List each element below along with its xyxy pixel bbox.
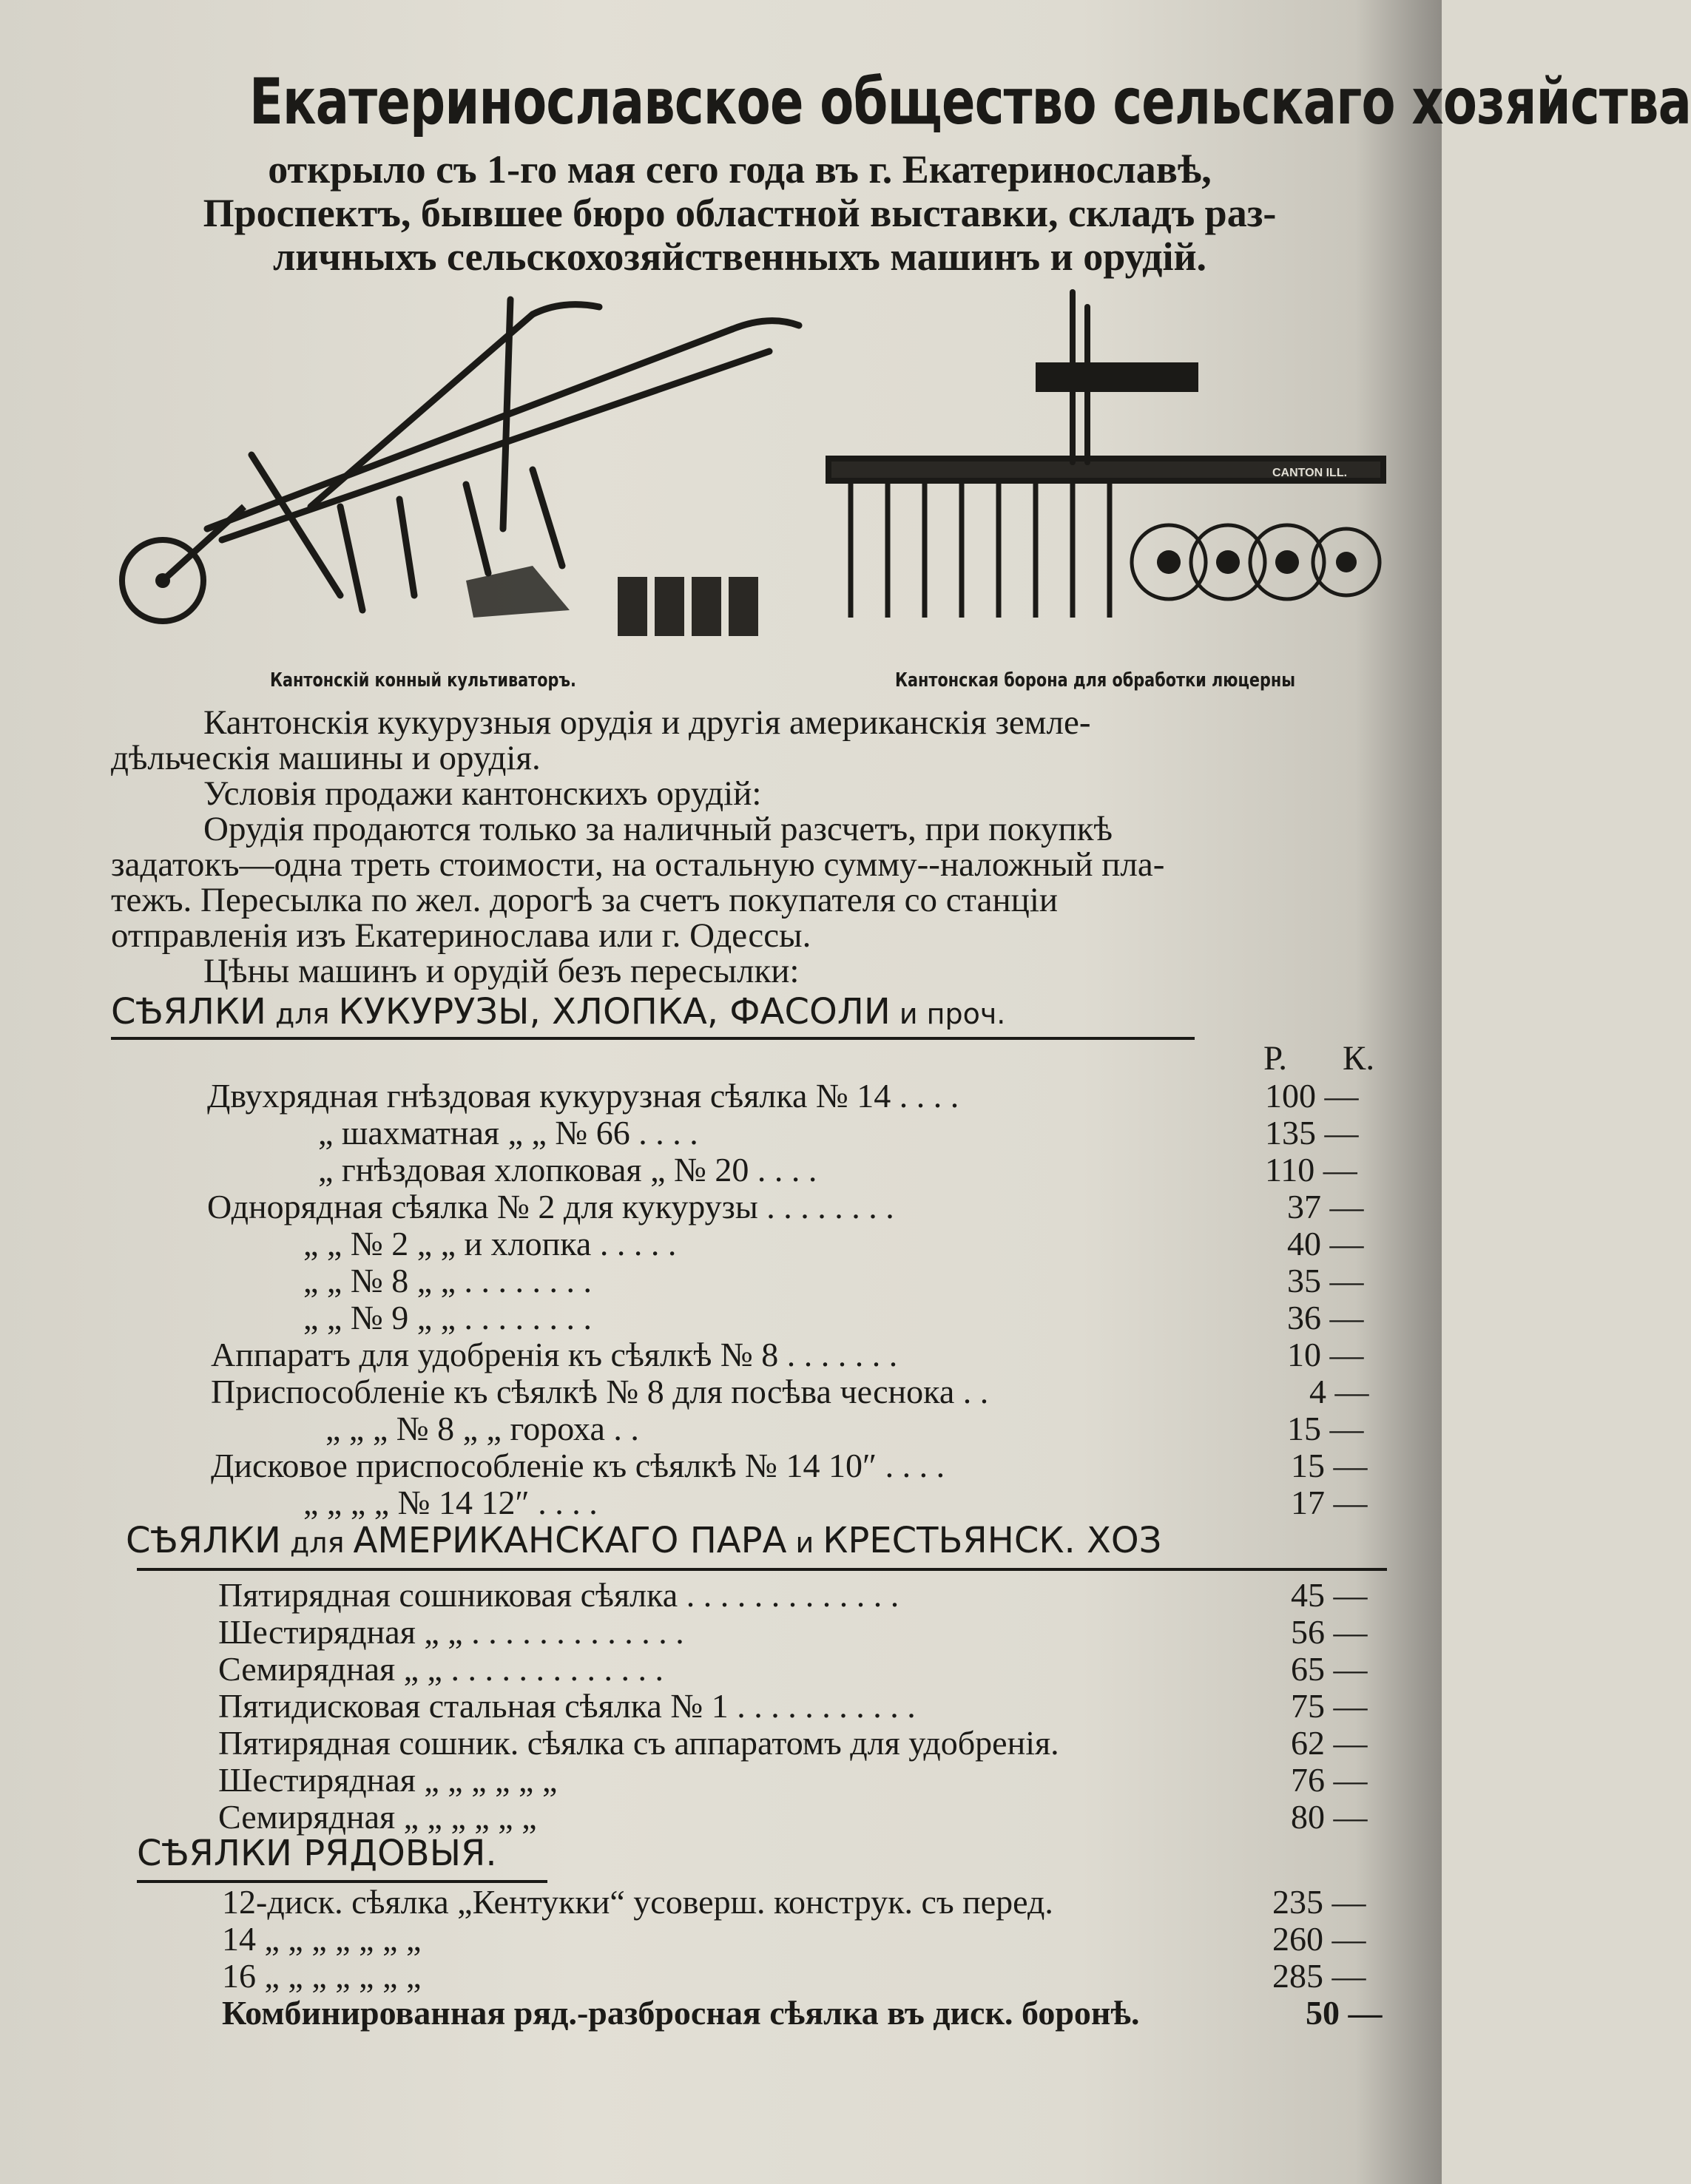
price-row: Дисковое приспособленіе къ сѣялкѣ № 14 10″ . . . . 15 — [211, 1447, 1368, 1484]
paragraph-line-7: отправленія изъ Екатеринослава или г. Одессы. [111, 916, 811, 955]
price-row: „ „ № 8 „ „ . . . . . . . . 35 — [303, 1262, 1364, 1299]
cultivator-caption: Кантонскій конный культиваторъ. [270, 669, 576, 692]
paragraph-line-4: Орудія продаются только за наличный разсчетъ, при покупкѣ [203, 810, 1113, 848]
intro-line-1: открыло съ 1-го мая сего года въ г. Екатеринославѣ, [268, 147, 1212, 192]
rub-column-header: Р. [1263, 1039, 1288, 1078]
section-rule-2 [137, 1568, 1387, 1571]
price-row: „ „ № 9 „ „ . . . . . . . . 36 — [303, 1299, 1364, 1336]
price-row: „ гнѣздовая хлопковая „ № 20 . . . . 110 — [318, 1151, 1357, 1189]
section-heading-2: СѢЯЛКИ для АМЕРИКАНСКАГО ПАРА и КРЕСТЬЯНСК. ХОЗ [126, 1520, 1162, 1561]
intro-line-3: личныхъ сельскохозяйственныхъ машинъ и орудій. [272, 234, 1207, 279]
paragraph-line-5: задатокъ—одна треть стоимости, на остальную сумму--наложный пла- [111, 845, 1165, 884]
paragraph-line-8: Цѣны машинъ и орудій безъ пересылки: [203, 952, 800, 990]
price-row: 16 „ „ „ „ „ „ „ 285 — [222, 1957, 1366, 1995]
page-title: Екатеринославское общество сельскаго хозяйства [249, 65, 1691, 139]
section-heading-1: СѢЯЛКИ для КУКУРУЗЫ, ХЛОПКА, ФАСОЛИ и проч. [111, 991, 1006, 1032]
paragraph-line-2: дѣльческія машины и орудія. [111, 739, 541, 777]
price-row: Шестирядная „ „ . . . . . . . . . . . . . 56 — [218, 1613, 1368, 1651]
price-row: Пятирядная сошник. сѣялка съ аппаратомъ для удобренія. 62 — [218, 1724, 1368, 1762]
harrow-caption: Кантонская борона для обработки люцерны [895, 669, 1296, 692]
price-row: Комбинированная ряд.-разбросная сѣялка въ диск. боронѣ. 50 — [222, 1994, 1383, 2032]
price-row: Двухрядная гнѣздовая кукурузная сѣялка № 14 . . . . 100 — [207, 1077, 1359, 1115]
paragraph-line-1: Кантонскія кукурузныя орудія и другія американскія земле- [203, 703, 1091, 742]
price-row: Однорядная сѣялка № 2 для кукурузы . . . . . . . . 37 — [207, 1188, 1364, 1225]
price-row: „ шахматная „ „ № 66 . . . . 135 — [318, 1114, 1359, 1152]
price-row: Семирядная „ „ . . . . . . . . . . . . . 65 — [218, 1650, 1368, 1688]
price-row: „ „ „ № 8 „ „ гороха . . 15 — [325, 1410, 1364, 1447]
price-row: 14 „ „ „ „ „ „ „ 260 — [222, 1920, 1366, 1958]
price-row: „ „ „ „ № 14 12″ . . . . 17 — [303, 1484, 1368, 1521]
paragraph-line-6: тежъ. Пересылка по жел. дорогѣ за счетъ покупателя со станціи [111, 881, 1059, 919]
price-row: „ „ № 2 „ „ и хлопка . . . . . 40 — [303, 1225, 1364, 1262]
harrow-plate-label: CANTON ILL. [1272, 467, 1348, 479]
price-row: Аппаратъ для удобренія къ сѣялкѣ № 8 . . . . . . . 10 — [211, 1336, 1364, 1373]
intro-line-2: Проспектъ, бывшее бюро областной выставки, складъ раз- [203, 191, 1277, 235]
harrow-illustration [821, 292, 1398, 647]
price-row: Приспособленіе къ сѣялкѣ № 8 для посѣва чеснока . . 4 — [211, 1373, 1369, 1410]
price-row: Семирядная „ „ „ „ „ „ 80 — [218, 1798, 1368, 1836]
price-row: Пятирядная сошниковая сѣялка . . . . . . . . . . . . . 45 — [218, 1576, 1368, 1614]
price-row: Пятидисковая стальная сѣялка № 1 . . . . . . . . . . . 75 — [218, 1687, 1368, 1725]
cultivator-illustration [118, 285, 806, 655]
section-heading-3: СѢЯЛКИ РЯДОВЫЯ. [137, 1833, 497, 1874]
price-row: 12-диск. сѣялка „Кентукки“ усоверш. конструк. съ перед. 235 — [222, 1883, 1366, 1921]
price-row: Шестирядная „ „ „ „ „ „ 76 — [218, 1761, 1368, 1799]
kop-column-header: К. [1343, 1039, 1375, 1078]
section-rule-1 [111, 1037, 1195, 1040]
paragraph-line-3: Условія продажи кантонскихъ орудій: [203, 774, 762, 813]
